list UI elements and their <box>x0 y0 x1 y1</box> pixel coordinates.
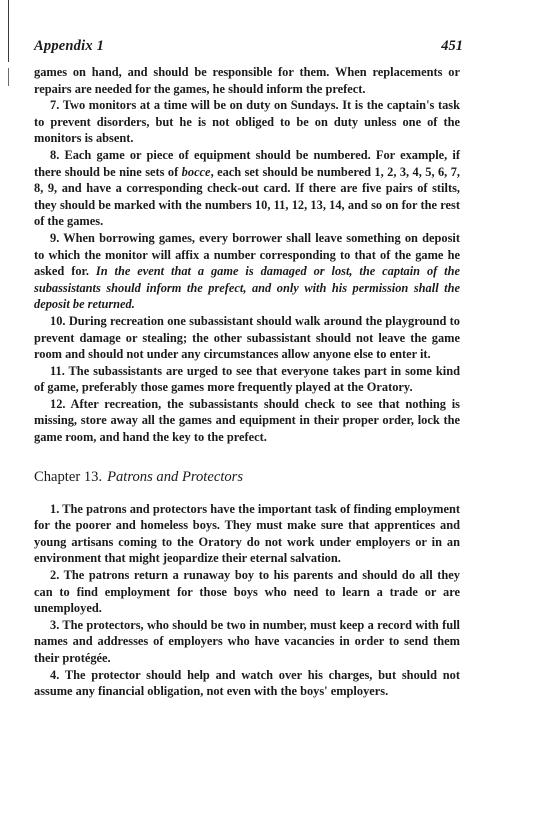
paragraph-patrons-3: 3. The protectors, who should be two in number, must keep a record with full names and addresses of employers who have vacancies in order to send them their protégée. <box>34 617 460 665</box>
paragraph-patrons-1: 1. The patrons and protectors have the important task of finding employment for the poorer and homeless boys. They must make sure that apprentices and young artisans coming to the Oratory do not work under employers or in an environment that might jeopardize their eternal salvation. <box>34 501 460 566</box>
binding-edge-line <box>8 0 9 62</box>
book-page <box>34 38 463 700</box>
rule-9-emphasis: In the event that a game is damaged or lost, the captain of the subassistants should inform the prefect, and only with his permission shall the deposit be returned. <box>34 264 461 312</box>
binding-edge-line-lower <box>8 68 9 86</box>
page-header <box>34 38 463 56</box>
running-head: Appendix 1 <box>34 38 105 54</box>
paragraph-patrons-4: 4. The protector should help and watch over his charges, but should not assume any financial obligation, not even with the boys' employers. <box>34 667 460 699</box>
rule-8-emphasis: bocce <box>181 164 211 179</box>
chapter-label: Chapter 13. <box>34 468 103 485</box>
page-number: 451 <box>441 38 463 54</box>
paragraph-patrons-2: 2. The patrons return a runaway boy to his parents and should do all they can to find employment for those boys who need to learn a trade or are unemployed. <box>34 568 460 616</box>
chapter-title: Patrons and Protectors <box>107 468 244 485</box>
paragraph-continued: games on hand, and should be responsible for them. When replacements or repairs are needed for the games, he should inform the prefect. <box>34 65 460 96</box>
chapter-heading <box>34 469 460 486</box>
paragraph-rule-11: 11. The subassistants are urged to see that everyone takes part in some kind of game, preferably those games more frequently played at the Oratory. <box>34 363 460 395</box>
rule-8-text-a: 8. Each game or piece of equipment should be numbered. For example, if there should be nine sets of <box>34 147 460 179</box>
paragraph-rule-9 <box>34 230 460 313</box>
paragraph-rule-8 <box>34 147 460 230</box>
paragraph-rule-10: 10. During recreation one subassistant should walk around the playground to prevent damage or stealing; the other subassistant should not leave the game room and should not under any circumstances allow anyone else to enter it. <box>34 313 460 362</box>
rule-8-text-b: , each set should be numbered 1, 2, 3, 4, 5, 6, 7, 8, 9, and have a corresponding check-out card. If there are five pairs of stilts, they should be marked with the numbers 10, 11, 12, 13, 14, and so on for the rest of the games. <box>34 164 460 229</box>
paragraph-rule-7: 7. Two monitors at a time will be on duty on Sundays. It is the captain's task to prevent disorders, but he is not obliged to be on duty unless one of the monitors is absent. <box>34 98 460 146</box>
rule-9-text-a: 9. When borrowing games, every borrower shall leave something on deposit to which the monitor will affix a number corresponding to that of the game he asked for. <box>34 230 460 279</box>
paragraph-rule-12: 12. After recreation, the subassistants should check to see that nothing is missing, store away all the games and equipment in their proper order, lock the game room, and hand the key to the prefect. <box>34 396 460 445</box>
